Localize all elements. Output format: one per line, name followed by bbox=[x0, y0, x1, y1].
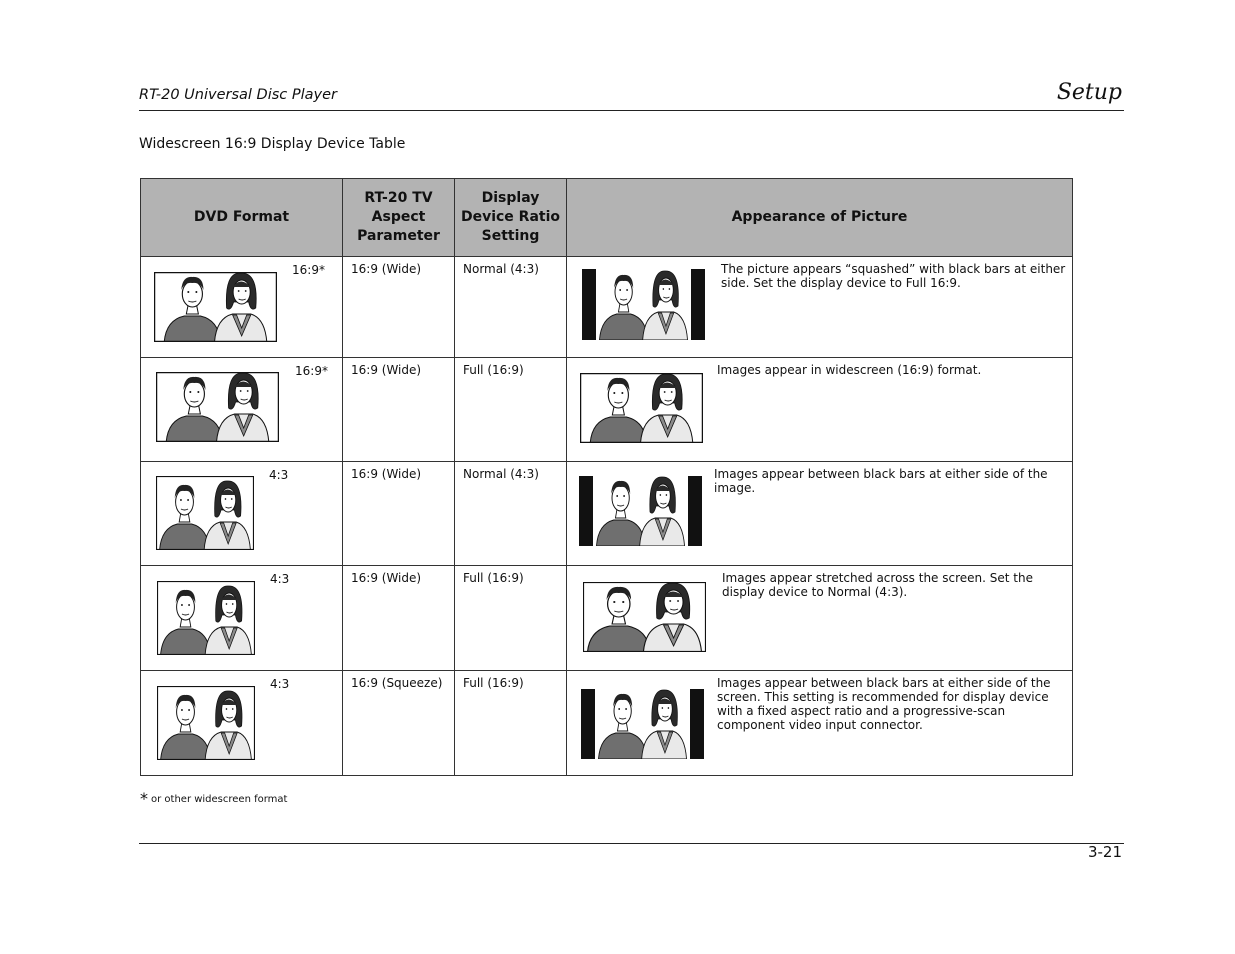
table-title: Widescreen 16:9 Display Device Table bbox=[139, 136, 406, 152]
tv-aspect-value: 16:9 (Squeeze) bbox=[351, 676, 443, 690]
tv-aspect-value: 16:9 (Wide) bbox=[351, 363, 422, 377]
tv-aspect-cell bbox=[343, 358, 455, 462]
footnote-text: or other widescreen format bbox=[151, 794, 288, 805]
footnote bbox=[140, 789, 287, 808]
dvd-format-cell bbox=[141, 358, 343, 462]
tv-aspect-cell bbox=[343, 671, 455, 776]
table-row bbox=[141, 462, 1073, 566]
pillarbox-picture-illustration bbox=[581, 689, 704, 759]
dvd-4-3-source-illustration bbox=[156, 476, 254, 550]
stretched-picture-illustration bbox=[583, 582, 706, 652]
col-header-tv-aspect-line2: Aspect bbox=[371, 209, 426, 225]
appearance-cell bbox=[567, 462, 1073, 566]
tv-aspect-cell bbox=[343, 566, 455, 671]
appearance-cell bbox=[567, 671, 1073, 776]
table-row bbox=[141, 358, 1073, 462]
display-ratio-value: Full (16:9) bbox=[463, 571, 524, 585]
display-ratio-cell bbox=[455, 462, 567, 566]
footer-divider bbox=[139, 843, 1124, 844]
tv-aspect-value: 16:9 (Wide) bbox=[351, 262, 422, 276]
tv-aspect-value: 16:9 (Wide) bbox=[351, 467, 422, 481]
display-ratio-cell bbox=[455, 257, 567, 358]
dvd-format-cell bbox=[141, 462, 343, 566]
display-ratio-value: Full (16:9) bbox=[463, 363, 524, 377]
dvd-format-label: 4:3 bbox=[270, 572, 290, 586]
squashed-picture-illustration bbox=[582, 269, 705, 340]
footnote-marker: * bbox=[140, 789, 148, 808]
col-header-tv-aspect-line1: RT-20 TV bbox=[364, 190, 433, 206]
header-divider bbox=[139, 110, 1124, 111]
table-row bbox=[141, 671, 1073, 776]
appearance-description: Images appear in widescreen (16:9) format. bbox=[717, 363, 982, 377]
display-device-table bbox=[140, 178, 1073, 776]
appearance-description: The picture appears “squashed” with black bars at either side. Set the display device to Full 16:9. bbox=[721, 262, 1066, 290]
appearance-description: Images appear stretched across the screen. Set the display device to Normal (4:3). bbox=[722, 571, 1033, 599]
display-ratio-value: Normal (4:3) bbox=[463, 262, 539, 276]
table-row bbox=[141, 257, 1073, 358]
dvd-4-3-source-illustration bbox=[157, 686, 255, 760]
col-header-display-ratio-line3: Setting bbox=[481, 228, 540, 244]
dvd-16-9-source-illustration bbox=[156, 372, 279, 442]
display-ratio-cell bbox=[455, 671, 567, 776]
section-title: Setup bbox=[1056, 80, 1122, 105]
col-header-display-ratio-line2: Device Ratio bbox=[460, 209, 561, 225]
col-header-dvd-format: DVD Format bbox=[141, 179, 343, 257]
appearance-cell bbox=[567, 257, 1073, 358]
tv-aspect-cell bbox=[343, 462, 455, 566]
col-header-tv-aspect bbox=[343, 179, 455, 257]
dvd-format-label: 4:3 bbox=[270, 677, 290, 691]
dvd-format-label: 16:9* bbox=[295, 364, 328, 378]
display-ratio-cell bbox=[455, 566, 567, 671]
col-header-display-ratio-line1: Display bbox=[481, 190, 540, 206]
appearance-cell bbox=[567, 358, 1073, 462]
page-number: 3-21 bbox=[1087, 843, 1122, 861]
appearance-cell bbox=[567, 566, 1073, 671]
table-header-row bbox=[141, 179, 1073, 257]
widescreen-picture-illustration bbox=[580, 373, 703, 443]
col-header-display-ratio bbox=[455, 179, 567, 257]
dvd-format-cell bbox=[141, 671, 343, 776]
display-ratio-value: Full (16:9) bbox=[463, 676, 524, 690]
document-title: RT-20 Universal Disc Player bbox=[139, 87, 337, 103]
col-header-tv-aspect-line3: Parameter bbox=[357, 228, 440, 244]
dvd-format-cell bbox=[141, 257, 343, 358]
display-ratio-cell bbox=[455, 358, 567, 462]
tv-aspect-cell bbox=[343, 257, 455, 358]
dvd-format-cell bbox=[141, 566, 343, 671]
dvd-format-label: 16:9* bbox=[292, 263, 325, 277]
col-header-appearance: Appearance of Picture bbox=[567, 179, 1073, 257]
table-row bbox=[141, 566, 1073, 671]
appearance-description: Images appear between black bars at either side of the screen. This setting is recommended for display device with a fixed aspect ratio and a progressive-scan component video input connector. bbox=[717, 676, 1051, 732]
appearance-description: Images appear between black bars at either side of the image. bbox=[714, 467, 1048, 495]
dvd-format-label: 4:3 bbox=[269, 468, 289, 482]
pillarbox-picture-illustration bbox=[579, 476, 702, 546]
tv-aspect-value: 16:9 (Wide) bbox=[351, 571, 422, 585]
dvd-16-9-source-illustration bbox=[154, 272, 277, 342]
display-ratio-value: Normal (4:3) bbox=[463, 467, 539, 481]
dvd-4-3-source-illustration bbox=[157, 581, 255, 655]
